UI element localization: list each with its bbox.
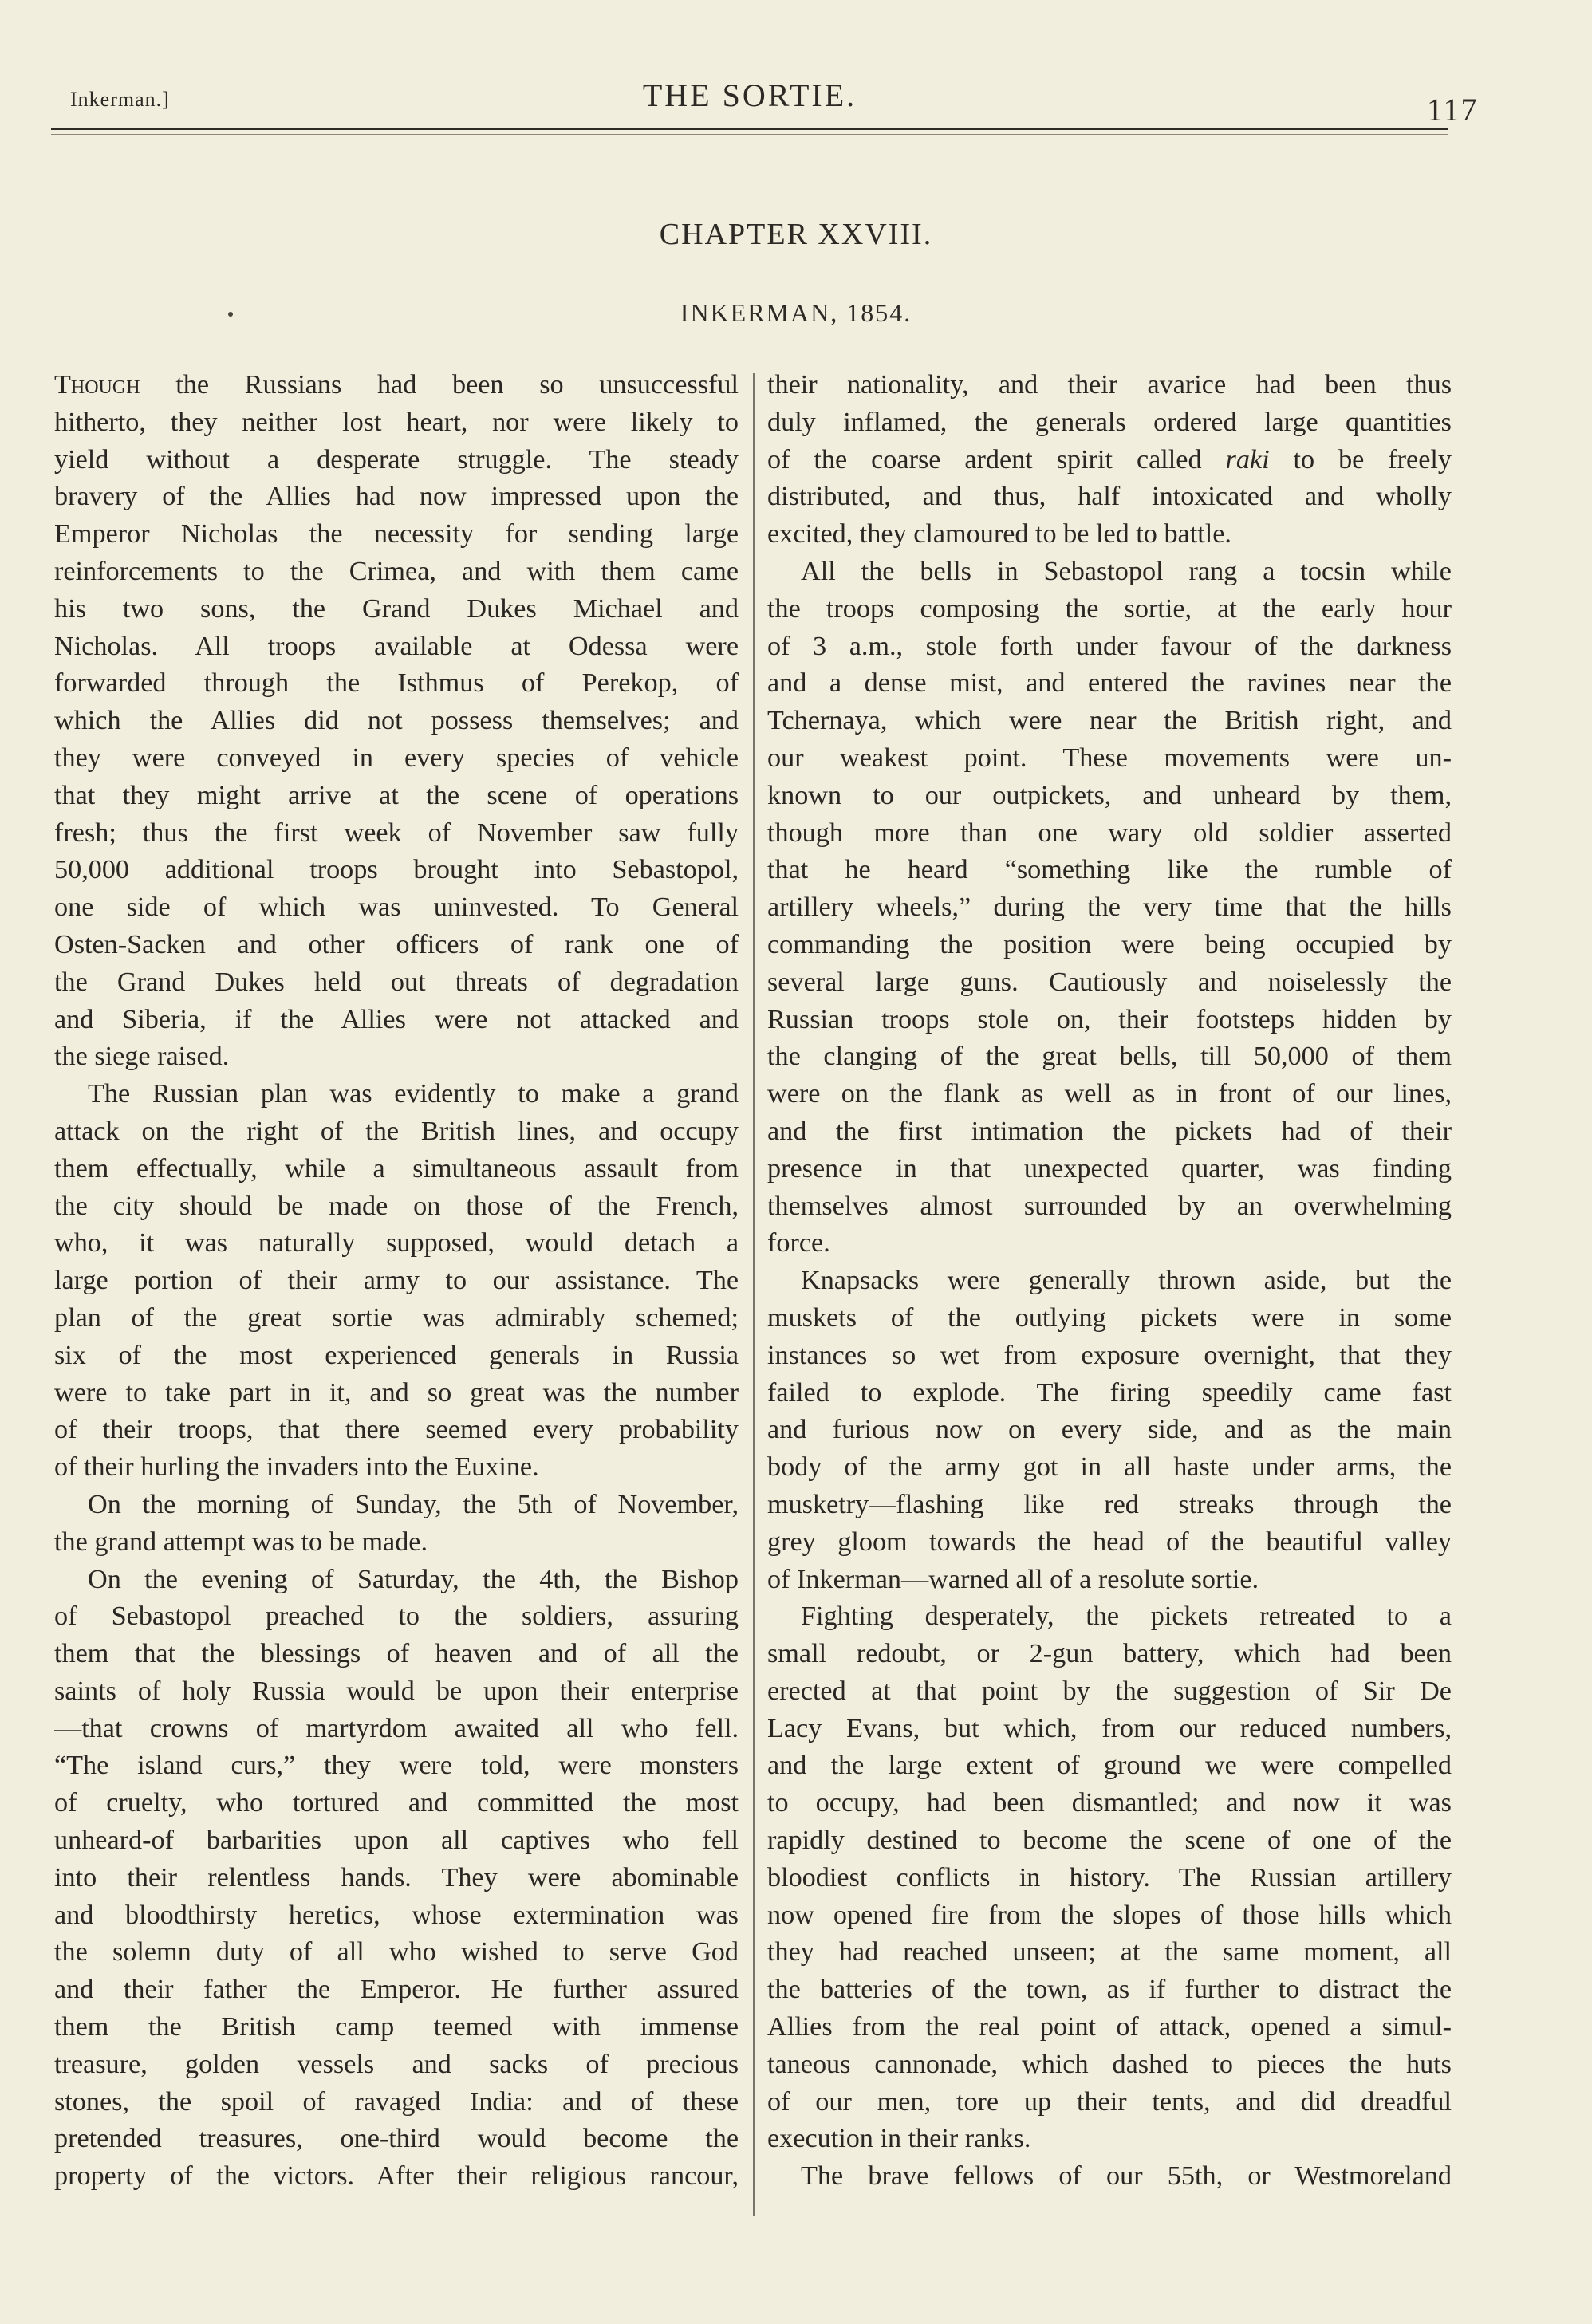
text-line: of cruelty, who tortured and committed the most (54, 1788, 739, 1818)
text-line: Russian troops stole on, their footsteps hidden by (767, 1004, 1452, 1034)
text-line: Nicholas. All troops available at Odessa were (54, 631, 739, 661)
text-line: erected at that point by the suggestion of Sir De (767, 1676, 1452, 1706)
text-line: taneous cannonade, which dashed to pieces the huts (767, 2049, 1452, 2079)
text-line: of our men, tore up their tents, and did dreadful (767, 2086, 1452, 2117)
header-hairline (51, 134, 1448, 135)
text-line: which the Allies did not possess themselves; and (54, 706, 739, 736)
text-line: though more than one wary old soldier asserted (767, 817, 1452, 848)
text-line: of the coarse ardent spirit called raki to be freely (767, 444, 1452, 475)
text-line: the grand attempt was to be made. (54, 1526, 428, 1557)
text-line: treasure, golden vessels and sacks of precious (54, 2049, 739, 2079)
text-line: Though the Russians had been so unsuccessful (54, 370, 739, 400)
text-line: failed to explode. The firing speedily came fast (767, 1377, 1452, 1408)
text-line: the solemn duty of all who wished to serve God (54, 1937, 739, 1968)
text-line: six of the most experienced generals in Russia (54, 1340, 739, 1370)
text-line: grey gloom towards the head of the beautiful valley (767, 1526, 1452, 1557)
text-line: were on the flank as well as in front of our lines, (767, 1079, 1452, 1109)
chapter-title: CHAPTER XXVIII. (659, 218, 933, 251)
text-line: force. (767, 1228, 830, 1259)
text-line: of 3 a.m., stole forth under favour of the darkness (767, 631, 1452, 661)
text-line: our weakest point. These movements were un- (767, 742, 1452, 773)
text-line: forwarded through the Isthmus of Perekop, of (54, 668, 739, 699)
text-line: and Siberia, if the Allies were not attacked and (54, 1004, 739, 1034)
text-line: they were conveyed in every species of vehicle (54, 742, 739, 773)
text-line: them the British camp teemed with immense (54, 2012, 739, 2042)
lead-word: Though (54, 370, 140, 400)
text-line: them effectually, while a simultaneous assault from (54, 1153, 739, 1184)
text-line: were to take part in it, and so great was the number (54, 1377, 739, 1408)
text-line: of their hurling the invaders into the Euxine. (54, 1452, 539, 1483)
italic-word: raki (1225, 444, 1270, 475)
text-line: presence in that unexpected quarter, was finding (767, 1153, 1452, 1184)
text-line: reinforcements to the Crimea, and with them came (54, 556, 739, 586)
text-line: instances so wet from exposure overnight, that they (767, 1340, 1452, 1370)
text-line: Knapsacks were generally thrown aside, but the (801, 1266, 1452, 1296)
text-line: of Sebastopol preached to the soldiers, assuring (54, 1601, 739, 1632)
right-column (767, 367, 1452, 2196)
text-line: his two sons, the Grand Dukes Michael and (54, 593, 739, 624)
text-line: that he heard “something like the rumble of (767, 855, 1452, 885)
text-line: now opened fire from the slopes of those hills which (767, 1900, 1452, 1930)
text-line: bloodiest conflicts in history. The Russian artillery (767, 1862, 1452, 1893)
header-rule (51, 128, 1448, 130)
text-line: known to our outpickets, and unheard by them, (767, 780, 1452, 810)
column-divider (753, 373, 755, 2216)
text-line: Emperor Nicholas the necessity for sending large (54, 519, 739, 549)
text-line: rapidly destined to become the scene of one of the (767, 1826, 1452, 1856)
text-line: saints of holy Russia would be upon their enterprise (54, 1676, 739, 1706)
text-line: —that crowns of martyrdom awaited all who fell. (54, 1713, 739, 1743)
text-line: duly inflamed, the generals ordered large quantities (767, 407, 1452, 437)
left-column (54, 367, 739, 2196)
text-line: body of the army got in all haste under arms, the (767, 1452, 1452, 1483)
running-head-section: Inkerman.] (70, 88, 170, 111)
text-line: artillery wheels,” during the very time that the hills (767, 892, 1452, 923)
text-line: and their father the Emperor. He further assured (54, 1975, 739, 2005)
text-line: The brave fellows of our 55th, or Westmoreland (801, 2161, 1452, 2192)
text-line: the siege raised. (54, 1042, 230, 1072)
text-line: and furious now on every side, and as the main (767, 1415, 1452, 1445)
text-line: and bloodthirsty heretics, whose extermination was (54, 1900, 739, 1930)
text-line: the batteries of the town, as if further to distract the (767, 1975, 1452, 2005)
text-line: fresh; thus the first week of November saw fully (54, 817, 739, 848)
text-line: and the first intimation the pickets had of their (767, 1116, 1452, 1146)
chapter-subtitle: INKERMAN, 1854. (680, 298, 912, 327)
text-line: that they might arrive at the scene of operations (54, 780, 739, 810)
text-line: small redoubt, or 2-gun battery, which had been (767, 1639, 1452, 1669)
text-line: to occupy, had been dismantled; and now it was (767, 1788, 1452, 1818)
text-line: several large guns. Cautiously and noiselessly the (767, 967, 1452, 997)
text-line: into their relentless hands. They were abominable (54, 1862, 739, 1893)
text-line: Osten-Sacken and other officers of rank one of (54, 929, 739, 959)
text-line: Allies from the real point of attack, opened a simul- (767, 2012, 1452, 2042)
page-number: 117 (1427, 92, 1479, 128)
text-line: bravery of the Allies had now impressed upon the (54, 482, 739, 512)
text-line: the city should be made on those of the French, (54, 1191, 739, 1221)
text-line: hitherto, they neither lost heart, nor were likely to (54, 407, 739, 437)
text-line: unheard-of barbarities upon all captives who fell (54, 1826, 739, 1856)
text-line: Tchernaya, which were near the British right, and (767, 706, 1452, 736)
text-line: one side of which was uninvested. To General (54, 892, 739, 923)
text-line: stones, the spoil of ravaged India: and of these (54, 2086, 739, 2117)
text-line: who, it was naturally supposed, would detach a (54, 1228, 739, 1259)
running-head (51, 77, 1479, 132)
text-line: All the bells in Sebastopol rang a tocsin while (801, 556, 1452, 586)
text-line: and the large extent of ground we were compelled (767, 1751, 1452, 1781)
text-line: 50,000 additional troops brought into Sebastopol, (54, 855, 739, 885)
text-line: Lacy Evans, but which, from our reduced numbers, (767, 1713, 1452, 1743)
text-line: Fighting desperately, the pickets retreated to a (801, 1601, 1452, 1632)
text-line: the Grand Dukes held out threats of degradation (54, 967, 739, 997)
text-line: distributed, and thus, half intoxicated and wholly (767, 482, 1452, 512)
text-line: musketry—flashing like red streaks through the (767, 1489, 1452, 1519)
text-line: execution in their ranks. (767, 2124, 1031, 2154)
text-line: plan of the great sortie was admirably schemed; (54, 1302, 739, 1333)
text-line: commanding the position were being occupied by (767, 929, 1452, 959)
text-line: On the evening of Saturday, the 4th, the Bishop (88, 1564, 739, 1594)
text-line: “The island curs,” they were told, were monsters (54, 1751, 739, 1781)
text-line: themselves almost surrounded by an overwhelming (767, 1191, 1452, 1221)
text-line: of Inkerman—warned all of a resolute sortie. (767, 1564, 1259, 1594)
text-line: large portion of their army to our assistance. The (54, 1266, 739, 1296)
text-line: excited, they clamoured to be led to battle. (767, 519, 1231, 549)
text-line: pretended treasures, one-third would become the (54, 2124, 739, 2154)
text-line: yield without a desperate struggle. The steady (54, 444, 739, 475)
text-line: muskets of the outlying pickets were in some (767, 1302, 1452, 1333)
text-line: the clanging of the great bells, till 50,000 of them (767, 1042, 1452, 1072)
text-line: On the morning of Sunday, the 5th of November, (88, 1489, 739, 1519)
text-line: them that the blessings of heaven and of all the (54, 1639, 739, 1669)
text-line: The Russian plan was evidently to make a grand (88, 1079, 739, 1109)
text-line: of their troops, that there seemed every probability (54, 1415, 739, 1445)
text-line: and a dense mist, and entered the ravines near the (767, 668, 1452, 699)
text-line: their nationality, and their avarice had been thus (767, 370, 1452, 400)
text-line: they had reached unseen; at the same moment, all (767, 1937, 1452, 1968)
text-line: attack on the right of the British lines, and occupy (54, 1116, 739, 1146)
text-line: property of the victors. After their religious rancour, (54, 2161, 739, 2192)
text-line: the troops composing the sortie, at the early hour (767, 593, 1452, 624)
running-head-title: THE SORTIE. (642, 77, 857, 113)
